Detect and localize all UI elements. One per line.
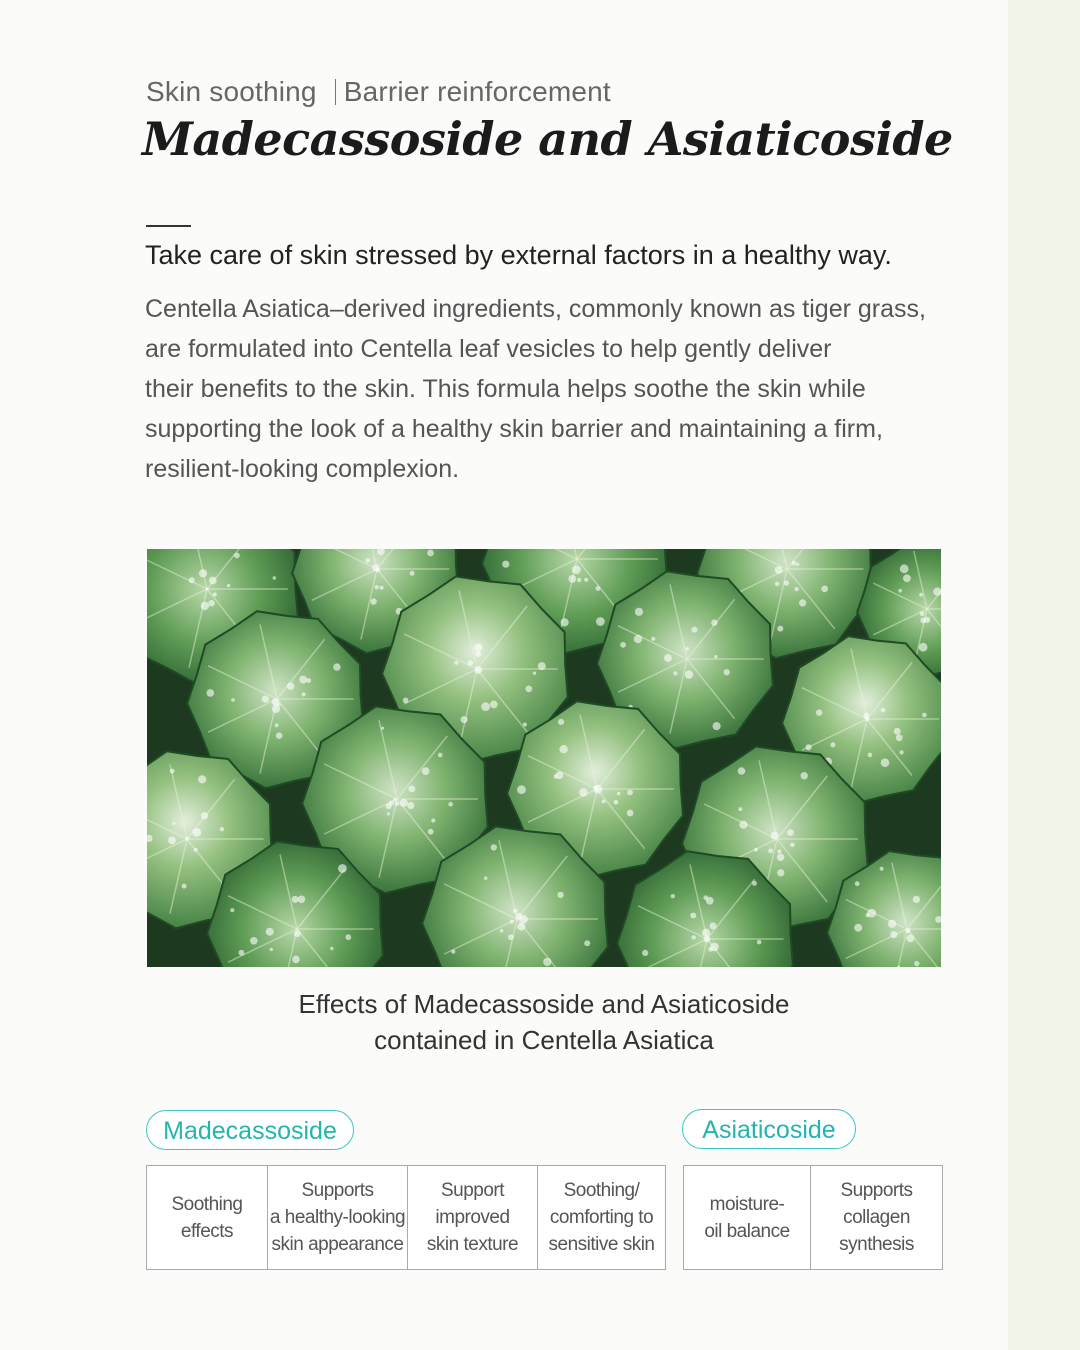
leaf-illustration [147,549,941,967]
centella-leaves-photo [147,549,941,967]
effect-cell: Soothing effects [147,1166,268,1270]
lead-sentence: Take care of skin stressed by external factors in a healthy way. [145,240,892,270]
body-line: Centella Asiatica–derived ingredients, commonly known as tiger grass, [145,295,926,323]
effects-caption [0,986,1080,1058]
body-line: supporting the look of a healthy skin barrier and maintaining a firm, [145,415,883,443]
body-copy [145,289,995,489]
short-rule [146,225,191,227]
caption-line-1: Effects of Madecassoside and Asiaticoside [298,989,790,1019]
caption-line-2: contained in Centella Asiatica [374,1025,714,1055]
body-line: their benefits to the skin. This formula helps soothe the skin while [145,375,866,403]
asiaticoside-effects-table [683,1165,943,1270]
body-line: are formulated into Centella leaf vesicles to help gently deliver [145,335,832,363]
effect-cell: Supports a healthy-looking skin appearance [268,1166,408,1270]
side-strip [1008,0,1080,1350]
eyebrow [146,76,611,108]
page-title: Madecassoside and Asiaticoside [142,112,953,166]
body-line: resilient-looking complexion. [145,455,460,483]
eyebrow-divider [335,79,336,105]
madecassoside-effects-table [146,1165,666,1270]
eyebrow-skin-soothing: Skin soothing [146,76,317,107]
madecassoside-label: Madecassoside [146,1110,354,1150]
asiaticoside-label: Asiaticoside [682,1109,856,1149]
effect-cell: Support improved skin texture [408,1166,538,1270]
effect-cell: Supports collagen synthesis [811,1166,943,1270]
eyebrow-barrier: Barrier reinforcement [343,76,611,107]
effect-cell: Soothing/ comforting to sensitive skin [538,1166,666,1270]
effect-cell: moisture- oil balance [684,1166,811,1270]
